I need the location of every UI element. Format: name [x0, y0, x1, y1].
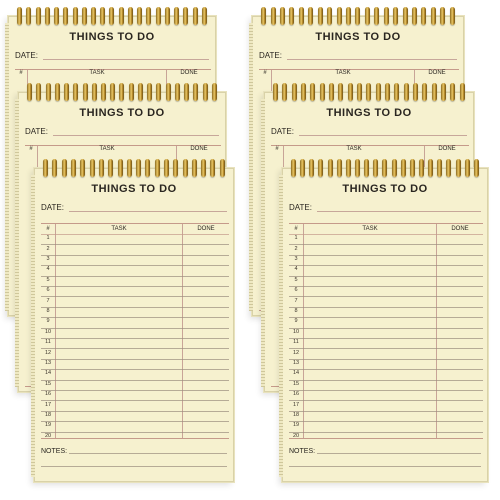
row-rule — [41, 411, 229, 412]
spiral-coil — [17, 7, 22, 25]
column-divider — [55, 224, 56, 438]
spiral-coil — [346, 159, 351, 177]
spiral-coil — [108, 159, 113, 177]
notes-line — [289, 466, 481, 467]
spiral-coil — [413, 83, 418, 101]
spiral-coil — [456, 159, 461, 177]
spiral-coil — [450, 83, 455, 101]
spiral-coil — [393, 7, 398, 25]
row-number: 10 — [44, 328, 52, 335]
spiral-coil — [212, 83, 217, 101]
spiral-coil — [175, 83, 180, 101]
spiral-coil — [357, 83, 362, 101]
column-done: DONE — [438, 146, 456, 152]
spiral-coil — [183, 159, 188, 177]
date-line — [69, 211, 227, 212]
spiral-binding — [265, 83, 473, 101]
row-rule — [289, 255, 483, 256]
row-rule — [289, 244, 483, 245]
spiral-coil — [308, 7, 313, 25]
spiral-coil — [136, 159, 141, 177]
spiral-coil — [299, 7, 304, 25]
pad-title: THINGS TO DO — [79, 107, 165, 119]
spiral-coil — [174, 7, 179, 25]
column-number: # — [263, 70, 267, 76]
row-rule — [41, 317, 229, 318]
date-line — [299, 135, 467, 136]
spiral-coil — [63, 7, 68, 25]
row-rule — [289, 411, 483, 412]
spiral-coil — [166, 83, 171, 101]
spiral-coil — [320, 83, 325, 101]
row-rule — [289, 359, 483, 360]
row-rule — [41, 255, 229, 256]
row-rule — [289, 432, 483, 433]
row-rule — [41, 244, 229, 245]
spiral-coil — [203, 83, 208, 101]
column-task: TASK — [89, 70, 105, 76]
row-number: 13 — [292, 360, 300, 366]
spiral-coil — [404, 83, 409, 101]
spiral-coil — [193, 83, 198, 101]
row-number: 18 — [292, 412, 300, 418]
date-line — [317, 211, 481, 212]
spiral-coil — [147, 83, 152, 101]
spiral-coil — [301, 83, 306, 101]
row-rule — [289, 338, 483, 339]
spiral-coil — [422, 83, 427, 101]
spiral-coil — [52, 159, 57, 177]
column-task: TASK — [99, 146, 115, 152]
column-number: # — [46, 226, 50, 232]
spiral-coil — [282, 83, 287, 101]
row-rule — [289, 348, 483, 349]
spiral-coil — [273, 83, 278, 101]
spiral-coil — [43, 159, 48, 177]
row-number: 8 — [46, 308, 50, 314]
row-number: 16 — [44, 391, 52, 398]
row-rule — [289, 286, 483, 287]
spiral-coil — [54, 7, 59, 25]
row-number: 2 — [294, 245, 298, 252]
pad-title: THINGS TO DO — [69, 31, 155, 43]
spiral-coil — [355, 7, 360, 25]
row-rule — [41, 359, 229, 360]
row-rule — [289, 296, 483, 297]
spiral-coil — [441, 83, 446, 101]
pad-title: THINGS TO DO — [315, 31, 401, 43]
spiral-coil — [156, 7, 161, 25]
spiral-coil — [210, 159, 215, 177]
row-number: 19 — [44, 422, 52, 429]
row-rule — [41, 400, 229, 401]
row-rule — [289, 421, 483, 422]
row-number: 8 — [294, 308, 298, 314]
spiral-coil — [373, 159, 378, 177]
row-number: 4 — [294, 266, 298, 273]
spiral-coil — [91, 7, 96, 25]
row-number: 9 — [294, 318, 298, 325]
row-rule — [289, 276, 483, 277]
spiral-coil — [145, 159, 150, 177]
spiral-coil — [329, 83, 334, 101]
column-task: TASK — [346, 146, 362, 152]
row-rule — [41, 390, 229, 391]
row-number: 12 — [292, 349, 300, 356]
spiral-coil — [193, 7, 198, 25]
spiral-coil — [384, 7, 389, 25]
column-number: # — [294, 226, 298, 232]
row-number: 17 — [44, 401, 52, 408]
column-divider — [436, 224, 437, 438]
row-number: 17 — [292, 401, 300, 408]
spiral-coil — [428, 159, 433, 177]
spiral-coil — [83, 83, 88, 101]
notepad — [34, 168, 234, 482]
spiral-coil — [450, 7, 455, 25]
spiral-coil — [146, 7, 151, 25]
row-rule — [289, 390, 483, 391]
spiral-coil — [261, 7, 266, 25]
date-label: DATE: — [271, 127, 294, 136]
spiral-coil — [64, 83, 69, 101]
spiral-coil — [99, 159, 104, 177]
spiral-coil — [46, 83, 51, 101]
spiral-coil — [271, 7, 276, 25]
notes-label: NOTES: — [41, 448, 68, 455]
spiral-coil — [201, 159, 206, 177]
spiral-coil — [394, 83, 399, 101]
row-rule — [41, 296, 229, 297]
column-done: DONE — [190, 146, 208, 152]
row-rule — [41, 286, 229, 287]
row-number: 9 — [46, 318, 50, 325]
date-label: DATE: — [259, 51, 282, 60]
row-rule — [41, 276, 229, 277]
spiral-coil — [392, 159, 397, 177]
row-number: 15 — [292, 380, 300, 387]
row-number: 6 — [46, 287, 50, 294]
row-number: 13 — [44, 360, 52, 366]
spiral-coil — [437, 159, 442, 177]
row-rule — [41, 338, 229, 339]
row-number: 1 — [46, 235, 50, 242]
column-number: # — [275, 146, 279, 152]
spiral-coil — [410, 159, 415, 177]
spiral-coil — [155, 159, 160, 177]
row-rule — [289, 307, 483, 308]
spiral-coil — [364, 159, 369, 177]
row-number: 14 — [44, 370, 52, 377]
date-label: DATE: — [15, 51, 38, 60]
row-number: 2 — [46, 245, 50, 252]
spiral-coil — [412, 7, 417, 25]
row-number: 15 — [44, 380, 52, 387]
row-rule — [41, 369, 229, 370]
spiral-coil — [421, 7, 426, 25]
spiral-coil — [62, 159, 67, 177]
row-rule — [41, 432, 229, 433]
row-number: 16 — [292, 391, 300, 398]
spiral-coil — [110, 83, 115, 101]
spiral-coil — [55, 83, 60, 101]
spiral-coil — [318, 159, 323, 177]
column-done: DONE — [197, 226, 215, 232]
notes-line — [317, 453, 481, 454]
spiral-coil — [403, 7, 408, 25]
spiral-coil — [474, 159, 479, 177]
header-rule — [289, 234, 483, 235]
spiral-coil — [289, 7, 294, 25]
column-done: DONE — [451, 226, 469, 232]
row-number: 5 — [46, 276, 50, 283]
spiral-coil — [300, 159, 305, 177]
spiral-coil — [338, 83, 343, 101]
row-rule — [41, 380, 229, 381]
spiral-coil — [119, 7, 124, 25]
spiral-coil — [291, 159, 296, 177]
spiral-coil — [376, 83, 381, 101]
spiral-coil — [310, 83, 315, 101]
spiral-coil — [440, 7, 445, 25]
date-line — [287, 59, 457, 60]
spiral-coil — [73, 83, 78, 101]
spiral-coil — [337, 7, 342, 25]
row-number: 20 — [292, 432, 300, 439]
spiral-coil — [71, 159, 76, 177]
column-divider — [182, 224, 183, 438]
spiral-coil — [138, 83, 143, 101]
notes-label: NOTES: — [289, 448, 316, 455]
notes-line — [69, 453, 227, 454]
spiral-coil — [385, 83, 390, 101]
row-rule — [289, 380, 483, 381]
spiral-coil — [165, 7, 170, 25]
spiral-coil — [432, 83, 437, 101]
notes-line — [41, 466, 227, 467]
row-number: 19 — [292, 422, 300, 429]
spiral-coil — [109, 7, 114, 25]
spiral-coil — [129, 83, 134, 101]
pad-title: THINGS TO DO — [342, 183, 428, 195]
row-number: 4 — [46, 266, 50, 273]
spiral-binding — [9, 7, 215, 25]
date-label: DATE: — [289, 203, 312, 212]
row-rule — [289, 369, 483, 370]
row-number: 3 — [46, 256, 50, 262]
spiral-coil — [292, 83, 297, 101]
row-rule — [41, 307, 229, 308]
row-number: 18 — [44, 412, 52, 418]
spiral-coil — [366, 83, 371, 101]
spiral-coil — [80, 159, 85, 177]
task-grid — [41, 223, 229, 439]
row-number: 11 — [45, 339, 51, 346]
row-number: 14 — [292, 370, 300, 377]
row-number: 5 — [294, 276, 298, 283]
spiral-coil — [355, 159, 360, 177]
spiral-coil — [337, 159, 342, 177]
spiral-coil — [101, 83, 106, 101]
row-rule — [289, 400, 483, 401]
row-number: 11 — [293, 339, 299, 346]
spiral-coil — [90, 159, 95, 177]
column-number: # — [29, 146, 33, 152]
spiral-coil — [419, 159, 424, 177]
spiral-coil — [100, 7, 105, 25]
spiral-coil — [119, 83, 124, 101]
row-number: 6 — [294, 287, 298, 294]
date-line — [53, 135, 219, 136]
pad-title: THINGS TO DO — [326, 107, 412, 119]
spiral-coil — [318, 7, 323, 25]
spiral-coil — [183, 7, 188, 25]
spiral-binding — [19, 83, 225, 101]
spiral-coil — [202, 7, 207, 25]
row-rule — [41, 265, 229, 266]
column-task: TASK — [335, 70, 351, 76]
pad-title: THINGS TO DO — [91, 183, 177, 195]
spiral-coil — [173, 159, 178, 177]
spiral-coil — [327, 7, 332, 25]
spiral-coil — [128, 7, 133, 25]
spiral-coil — [118, 159, 123, 177]
date-label: DATE: — [25, 127, 48, 136]
row-number: 20 — [44, 432, 52, 439]
row-number: 3 — [294, 256, 298, 262]
notepad — [282, 168, 488, 482]
spiral-binding — [35, 159, 233, 177]
row-rule — [41, 328, 229, 329]
spiral-coil — [36, 83, 41, 101]
spiral-coil — [460, 83, 465, 101]
header-rule — [41, 234, 229, 235]
spiral-coil — [465, 159, 470, 177]
spiral-coil — [374, 7, 379, 25]
spiral-coil — [328, 159, 333, 177]
spiral-coil — [156, 83, 161, 101]
spiral-coil — [382, 159, 387, 177]
row-number: 7 — [294, 297, 298, 304]
spiral-coil — [127, 159, 132, 177]
column-divider — [303, 224, 304, 438]
spiral-coil — [401, 159, 406, 177]
spiral-coil — [36, 7, 41, 25]
spiral-coil — [92, 83, 97, 101]
spiral-coil — [446, 159, 451, 177]
spiral-binding — [253, 7, 463, 25]
spiral-coil — [220, 159, 225, 177]
column-done: DONE — [180, 70, 198, 76]
spiral-coil — [164, 159, 169, 177]
spiral-coil — [348, 83, 353, 101]
row-rule — [289, 328, 483, 329]
column-task: TASK — [111, 226, 127, 232]
spiral-coil — [26, 7, 31, 25]
spiral-coil — [73, 7, 78, 25]
spiral-coil — [431, 7, 436, 25]
row-rule — [41, 348, 229, 349]
spiral-coil — [27, 83, 32, 101]
spiral-coil — [280, 7, 285, 25]
spiral-coil — [346, 7, 351, 25]
row-rule — [41, 421, 229, 422]
date-line — [43, 59, 209, 60]
spiral-coil — [45, 7, 50, 25]
spiral-coil — [137, 7, 142, 25]
task-grid — [289, 223, 483, 439]
row-rule — [289, 265, 483, 266]
spiral-coil — [184, 83, 189, 101]
row-rule — [289, 317, 483, 318]
spiral-coil — [365, 7, 370, 25]
spiral-coil — [192, 159, 197, 177]
row-number: 7 — [46, 297, 50, 304]
column-number: # — [19, 70, 23, 76]
column-done: DONE — [428, 70, 446, 76]
row-number: 10 — [292, 328, 300, 335]
spiral-coil — [82, 7, 87, 25]
row-number: 1 — [294, 235, 298, 242]
spiral-binding — [283, 159, 487, 177]
date-label: DATE: — [41, 203, 64, 212]
column-task: TASK — [362, 226, 378, 232]
spiral-coil — [309, 159, 314, 177]
row-number: 12 — [44, 349, 52, 356]
